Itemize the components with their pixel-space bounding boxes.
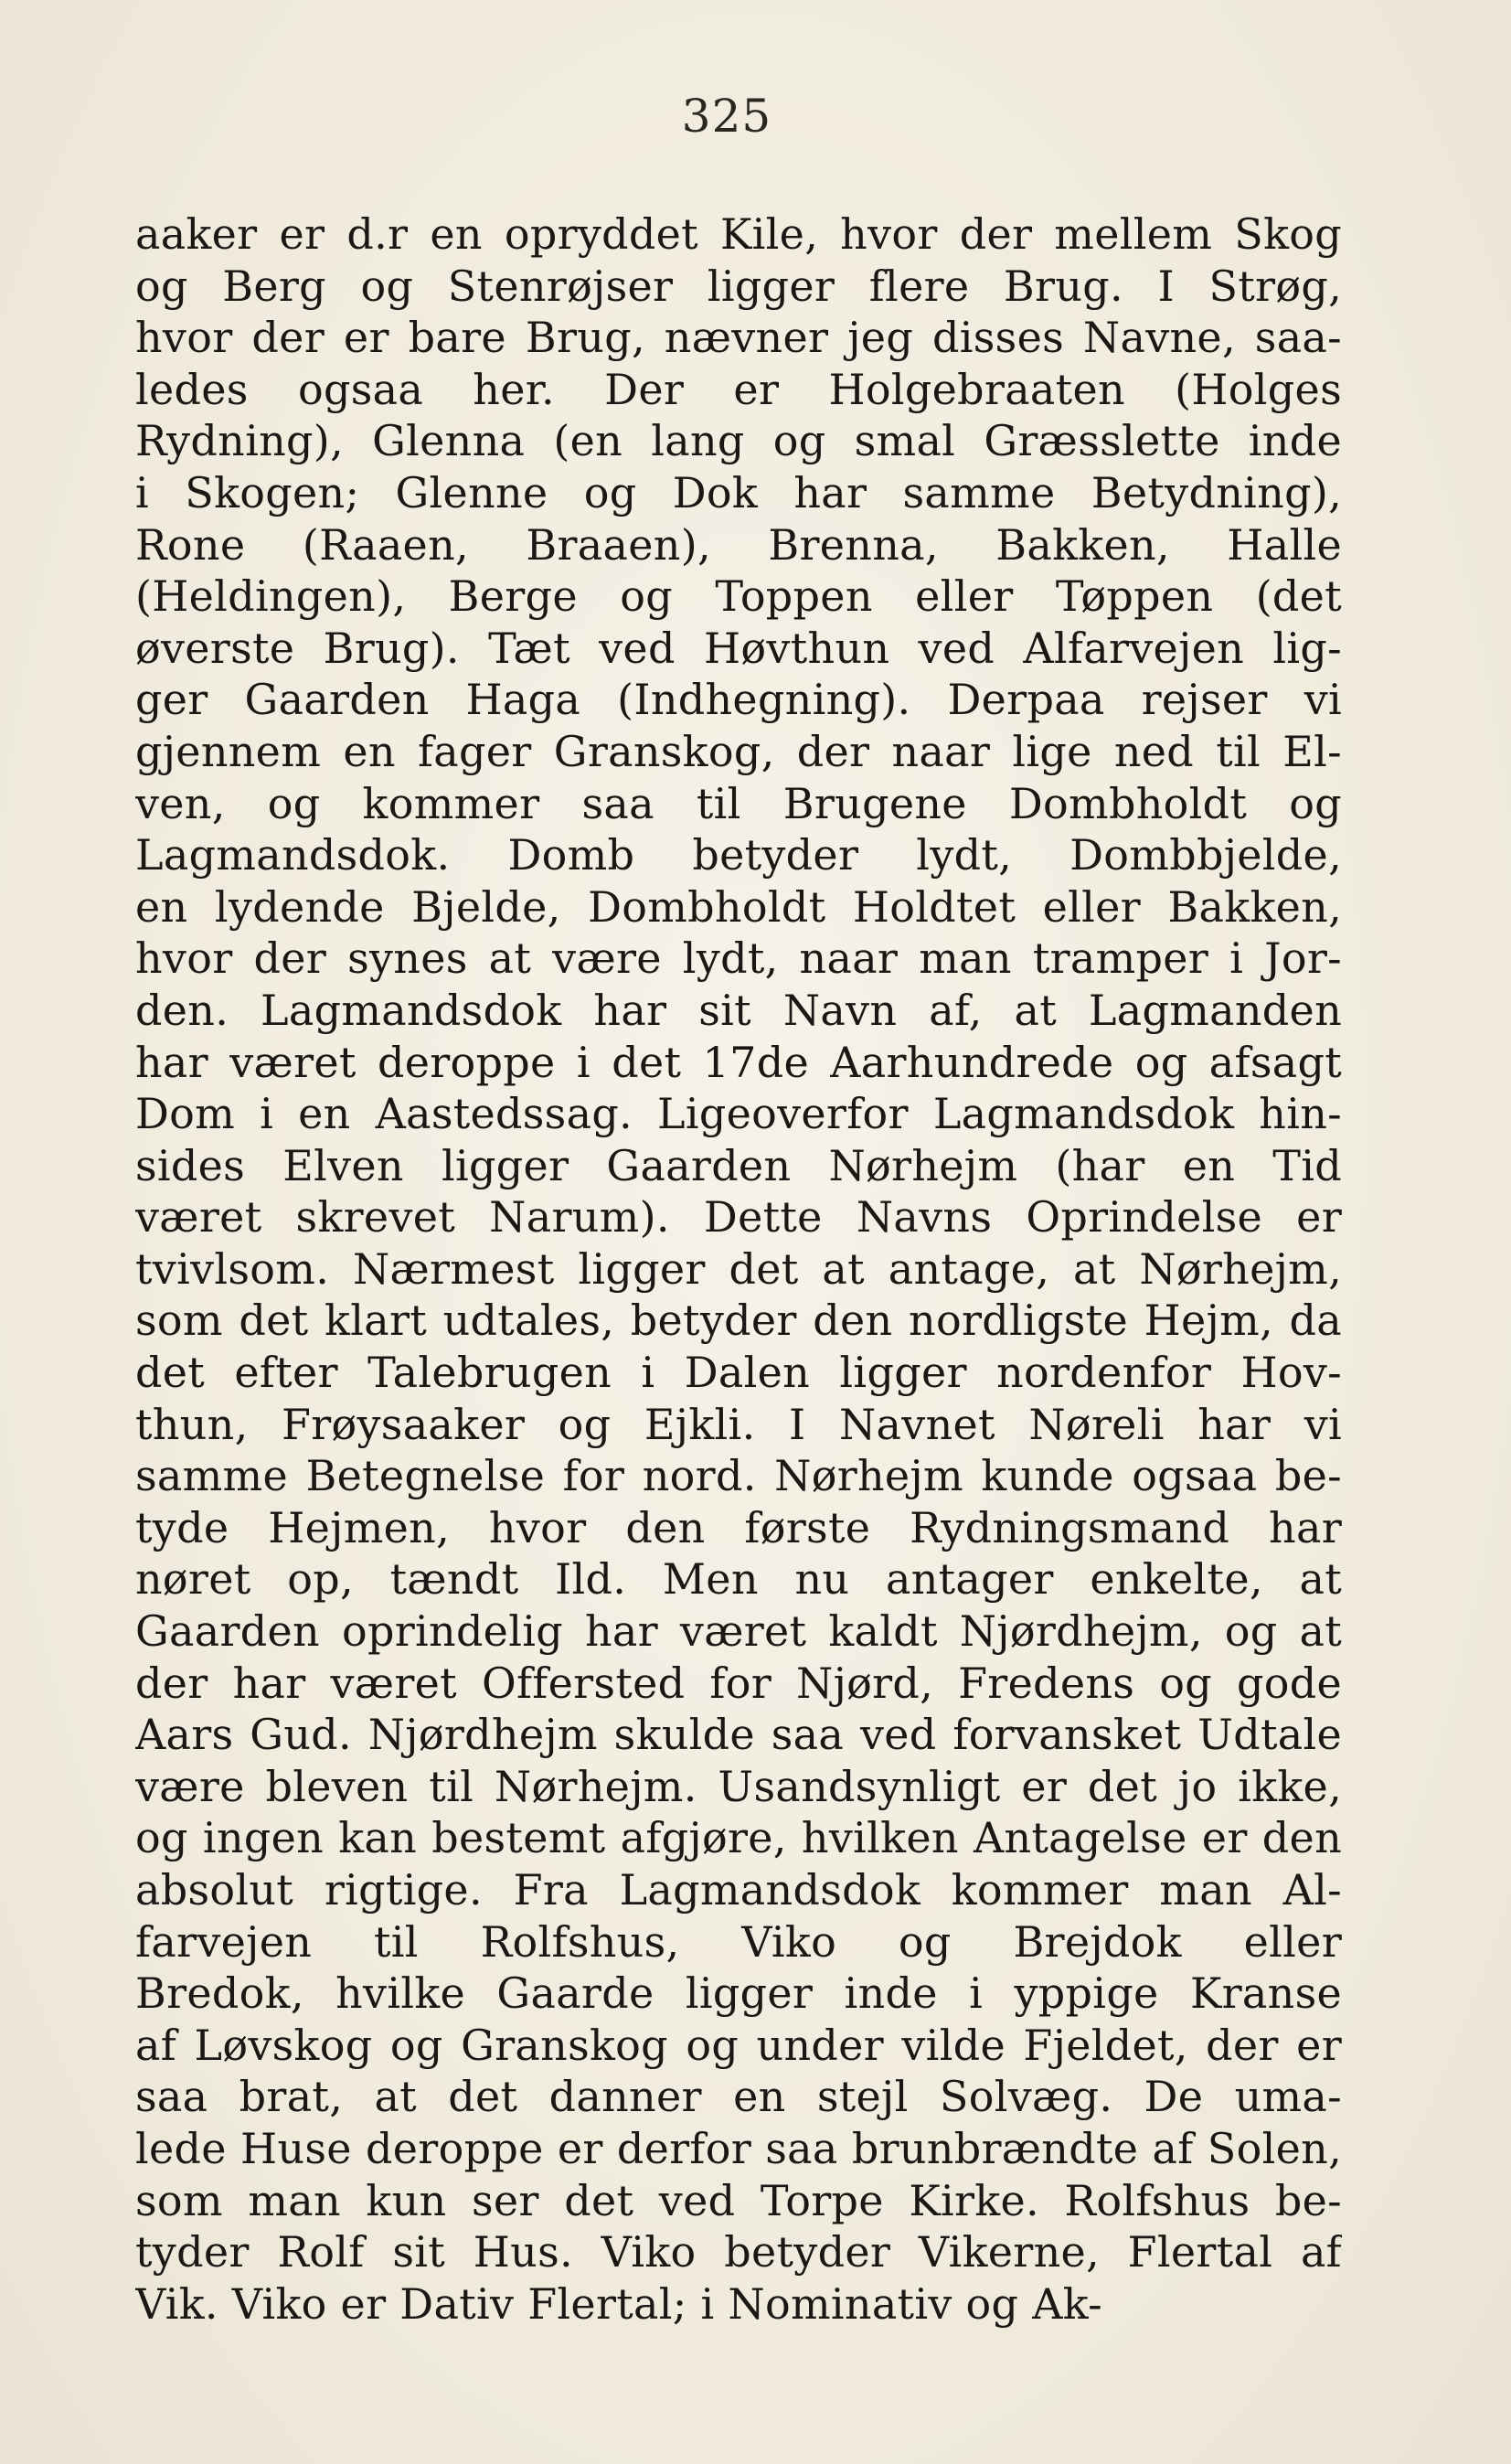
text-line: hvor der er bare Brug, nævner jeg disses Navne, saa-: [135, 313, 1342, 363]
text-line: gjennem en fager Granskog, der naar lige ned til El-: [135, 726, 1342, 776]
text-line: tvivlsom. Nærmest ligger det at antage, at Nørhejm,: [135, 1243, 1342, 1294]
text-line: hvor der synes at være lydt, naar man tramper i Jor-: [135, 933, 1342, 984]
text-line: Bredok, hvilke Gaarde ligger inde i yppige Kranse: [135, 1968, 1342, 2019]
text-line: som det klart udtales, betyder den nordligste Hejm, da: [135, 1296, 1342, 1346]
text-line: som man kun ser det ved Torpe Kirke. Rolfshus be-: [135, 2175, 1342, 2225]
text-line: Rone (Raaen, Braaen), Brenna, Bakken, Halle: [135, 519, 1342, 570]
text-line: i Skogen; Glenne og Dok har samme Betydning),: [135, 467, 1342, 517]
page-number: 325: [681, 90, 772, 143]
text-line: Dom i en Aastedssag. Ligeoverfor Lagmandsdok hin-: [135, 1089, 1342, 1139]
text-line: der har været Offersted for Njørd, Fredens og gode: [135, 1658, 1342, 1708]
text-line: den. Lagmandsdok har sit Navn af, at Lagmanden: [135, 985, 1342, 1035]
text-line: og Berg og Stenrøjser ligger flere Brug. I Strøg,: [135, 261, 1342, 311]
text-line: ger Gaarden Haga (Indhegning). Derpaa rejser vi: [135, 675, 1342, 725]
text-line: en lydende Bjelde, Dombholdt Holdtet eller Bakken,: [135, 881, 1342, 932]
text-line: det efter Talebrugen i Dalen ligger nordenfor Hov-: [135, 1348, 1342, 1398]
text-line: tyde Hejmen, hvor den første Rydningsmand har: [135, 1502, 1342, 1552]
text-line: absolut rigtige. Fra Lagmandsdok kommer man Al-: [135, 1865, 1342, 1915]
text-line: tyder Rolf sit Hus. Viko betyder Vikerne, Flertal af: [135, 2227, 1342, 2277]
text-line: farvejen til Rolfshus, Viko og Brejdok eller: [135, 1916, 1342, 1967]
text-line: været skrevet Narum). Dette Navns Oprindelse er: [135, 1192, 1342, 1243]
text-line: Vik. Viko er Dativ Flertal; i Nominativ og Ak-: [135, 2278, 1102, 2329]
text-line: lede Huse deroppe er derfor saa brunbrændte af Solen,: [135, 2123, 1342, 2173]
text-line: nøret op, tændt Ild. Men nu antager enkelte, at: [135, 1554, 1342, 1605]
text-line: sides Elven ligger Gaarden Nørhejm (har en Tid: [135, 1140, 1342, 1190]
text-line: og ingen kan bestemt afgjøre, hvilken Antagelse er den: [135, 1813, 1342, 1863]
text-line: øverste Brug). Tæt ved Høvthun ved Alfarvejen lig-: [135, 623, 1342, 673]
text-line: (Heldingen), Berge og Toppen eller Tøppen (det: [135, 571, 1342, 622]
text-line: Rydning), Glenna (en lang og smal Græsslette inde: [135, 416, 1342, 466]
text-line: samme Betegnelse for nord. Nørhejm kunde ogsaa be-: [135, 1451, 1342, 1501]
text-line: har været deroppe i det 17de Aarhundrede og afsagt: [135, 1037, 1342, 1087]
text-line: thun, Frøysaaker og Ejkli. I Navnet Nøreli har vi: [135, 1399, 1342, 1449]
text-line: af Løvskog og Granskog og under vilde Fjeldet, der er: [135, 2020, 1342, 2070]
text-line: Gaarden oprindelig har været kaldt Njørdhejm, og at: [135, 1606, 1342, 1657]
text-line: aaker er d.r en opryddet Kile, hvor der mellem Skog: [135, 209, 1342, 259]
text-line: saa brat, at det danner en stejl Solvæg. De uma-: [135, 2072, 1342, 2122]
text-line: Aars Gud. Njørdhejm skulde saa ved forvansket Udtale: [135, 1710, 1342, 1760]
text-line: Lagmandsdok. Domb betyder lydt, Dombbjelde,: [135, 830, 1342, 880]
text-line: ledes ogsaa her. Der er Holgebraaten (Holges: [135, 364, 1342, 414]
text-line: være bleven til Nørhejm. Usandsynligt er det jo ikke,: [135, 1761, 1342, 1811]
body-text: [135, 208, 1342, 2330]
text-line: ven, og kommer saa til Brugene Dombholdt og: [135, 778, 1342, 828]
